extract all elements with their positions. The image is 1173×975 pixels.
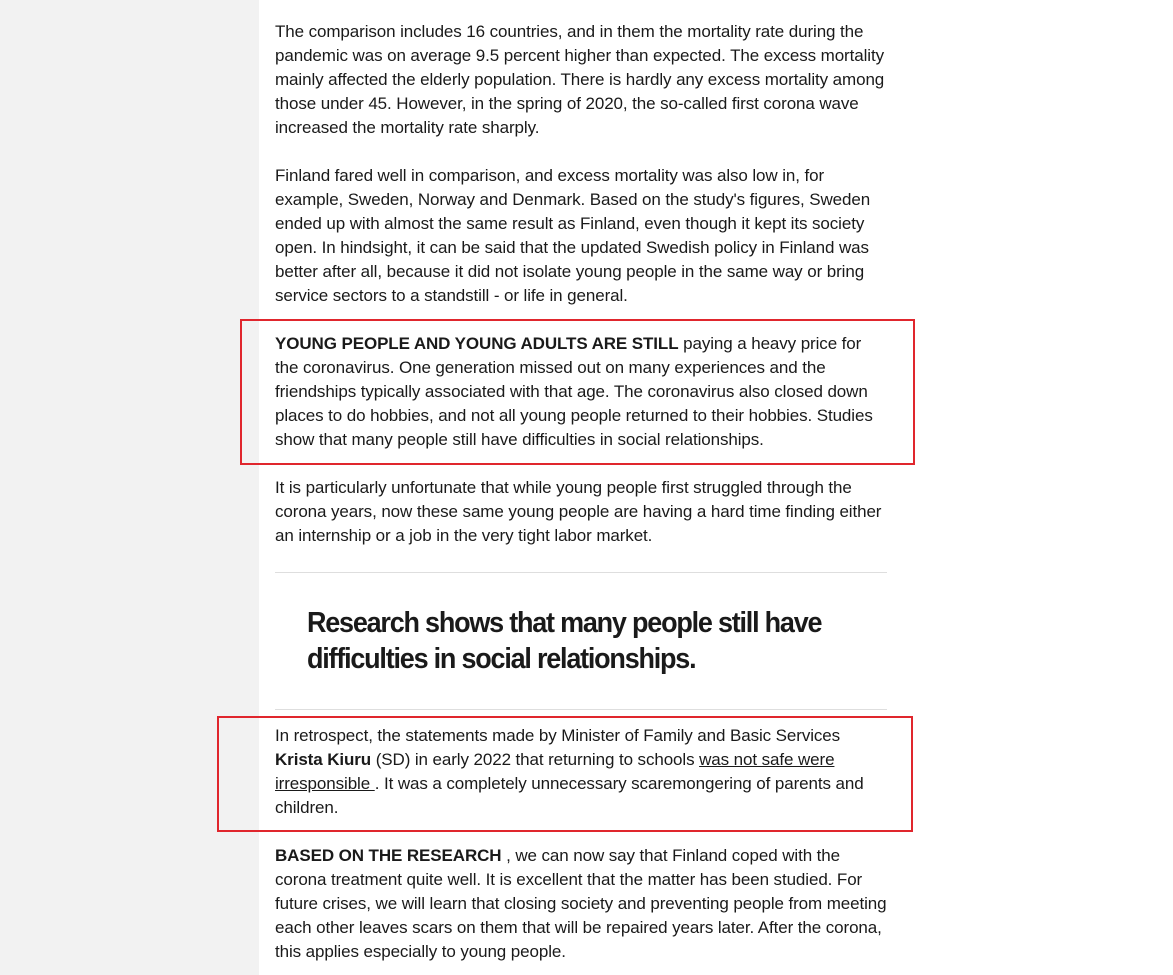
paragraph-text: paying a heavy price for the coronavirus. One generation missed out on many experiences and the friendships typically associated with that age. The coronavirus also closed down places to do hobbies, and not all young people returned to their hobbies. Studies show that many people still have difficulties in social relationships. bbox=[275, 334, 873, 449]
pullquote-top-divider bbox=[275, 572, 887, 573]
pullquote: Research shows that many people still have difficulties in social relationships. bbox=[307, 607, 822, 675]
paragraph-young-people bbox=[275, 332, 887, 452]
person-name: Krista Kiuru bbox=[275, 750, 372, 769]
paragraph-text: , we can now say that Finland coped with the corona treatment quite well. It is excellent that the matter has been studied. For future crises, we will learn that closing society and preventing people from meeting each other leaves scars on them that will be repaired years later. After the corona, this applies especially to young people. bbox=[275, 846, 887, 961]
paragraph-text: (SD) in early 2022 that returning to schools bbox=[371, 750, 700, 769]
paragraph-research-conclusion bbox=[275, 844, 887, 964]
paragraph-text: . It was a completely unnecessary scaremongering of parents and children. bbox=[275, 774, 864, 817]
article-link-statement[interactable]: was not safe were irresponsible bbox=[275, 750, 835, 793]
paragraph-labor-market: It is particularly unfortunate that while young people first struggled through the corona years, now these same young people are having a hard time finding either an internship or a job in the very tight labor market. bbox=[275, 478, 882, 545]
left-gray-rail bbox=[0, 0, 259, 975]
paragraph-mortality-comparison: The comparison includes 16 countries, and in them the mortality rate during the pandemic was on average 9.5 percent higher than expected. The excess mortality mainly affected the elderly population. There is hardly any excess mortality among those under 45. However, in the spring of 2020, the so-called first corona wave increased the mortality rate sharply. bbox=[275, 22, 885, 137]
paragraph-text: In retrospect, the statements made by Minister of Family and Basic Services bbox=[275, 726, 841, 745]
paragraph-finland-comparison: Finland fared well in comparison, and excess mortality was also low in, for example, Sweden, Norway and Denmark. Based on the study's figures, Sweden ended up with almost the same result as Finland, even though it kept its society open. In hindsight, it can be said that the updated Swedish policy in Finland was better after all, because it did not isolate young people in the same way or bring service sectors to a standstill - or life in general. bbox=[275, 166, 871, 305]
paragraph-lead-caps: YOUNG PEOPLE AND YOUNG ADULTS ARE STILL bbox=[275, 334, 679, 353]
article-body bbox=[275, 20, 887, 964]
paragraph-lead-caps: BASED ON THE RESEARCH bbox=[275, 846, 502, 865]
pullquote-bottom-divider bbox=[275, 709, 887, 710]
paragraph-minister-statements bbox=[275, 724, 887, 820]
